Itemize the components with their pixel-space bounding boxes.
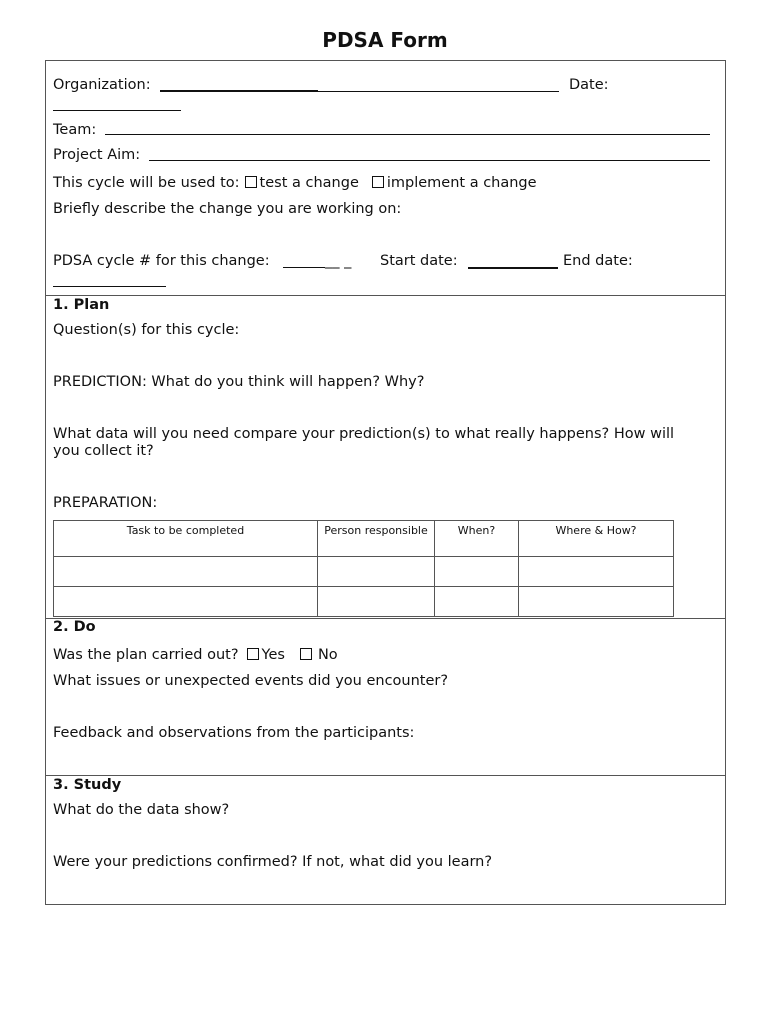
data-show-label: What do the data show? xyxy=(53,802,230,818)
describe-label: Briefly describe the change you are working on: xyxy=(53,201,402,217)
do-heading: 2. Do xyxy=(53,619,96,635)
issues-label: What issues or unexpected events did you encounter? xyxy=(53,673,449,689)
table-header-row xyxy=(54,521,674,557)
table-row xyxy=(54,587,674,617)
table-cell[interactable] xyxy=(435,587,519,617)
data-question-line1: What data will you need compare your prediction(s) to what really happens? How will xyxy=(53,426,675,442)
prediction-label: PREDICTION: What do you think will happen? Why? xyxy=(53,374,425,390)
test-change-checkbox[interactable] xyxy=(245,176,257,188)
yes-checkbox[interactable] xyxy=(247,648,259,660)
carried-out-row xyxy=(53,646,338,664)
preparation-label: PREPARATION: xyxy=(53,495,158,511)
date-label: Date: xyxy=(569,77,609,93)
table-cell[interactable] xyxy=(54,587,318,617)
team-field[interactable] xyxy=(105,134,710,135)
cycle-number-label: PDSA cycle # for this change: xyxy=(53,253,270,269)
predictions-label: Were your predictions confirmed? If not, what did you learn? xyxy=(53,854,493,870)
table-cell[interactable] xyxy=(519,587,674,617)
organization-underline-accent xyxy=(160,90,318,92)
organization-label: Organization: xyxy=(53,77,151,93)
preparation-table xyxy=(53,520,674,617)
page-title: PDSA Form xyxy=(322,28,448,52)
cycle-number-suffix: __ _ xyxy=(325,253,352,269)
start-date-field[interactable] xyxy=(468,267,558,269)
table-row xyxy=(54,557,674,587)
do-section xyxy=(45,618,726,776)
start-date-label: Start date: xyxy=(380,253,458,269)
plan-heading: 1. Plan xyxy=(53,297,110,313)
test-change-label: test a change xyxy=(259,175,359,191)
column-when: When? xyxy=(435,521,519,557)
carried-out-label: Was the plan carried out? xyxy=(53,647,239,663)
cycle-use-label: This cycle will be used to: xyxy=(53,175,240,191)
table-cell[interactable] xyxy=(54,557,318,587)
column-where-how: Where & How? xyxy=(519,521,674,557)
column-person: Person responsible xyxy=(318,521,435,557)
questions-label: Question(s) for this cycle: xyxy=(53,322,240,338)
data-question-line2: you collect it? xyxy=(53,443,154,459)
yes-label: Yes xyxy=(261,647,285,663)
cycle-number-field[interactable] xyxy=(283,267,325,268)
table-cell[interactable] xyxy=(318,587,435,617)
end-date-field[interactable] xyxy=(53,286,166,287)
aim-label: Project Aim: xyxy=(53,147,141,163)
no-checkbox[interactable] xyxy=(300,648,312,660)
column-task: Task to be completed xyxy=(54,521,318,557)
implement-change-label: implement a change xyxy=(386,175,537,191)
cycle-use-row xyxy=(53,174,537,192)
study-heading: 3. Study xyxy=(53,777,122,793)
table-cell[interactable] xyxy=(435,557,519,587)
date-field[interactable] xyxy=(53,110,181,111)
end-date-label: End date: xyxy=(563,253,633,269)
table-cell[interactable] xyxy=(519,557,674,587)
feedback-label: Feedback and observations from the participants: xyxy=(53,725,415,741)
aim-field[interactable] xyxy=(149,160,710,161)
no-label: No xyxy=(317,647,338,663)
implement-change-checkbox[interactable] xyxy=(372,176,384,188)
study-section xyxy=(45,775,726,905)
table-cell[interactable] xyxy=(318,557,435,587)
team-label: Team: xyxy=(53,122,97,138)
